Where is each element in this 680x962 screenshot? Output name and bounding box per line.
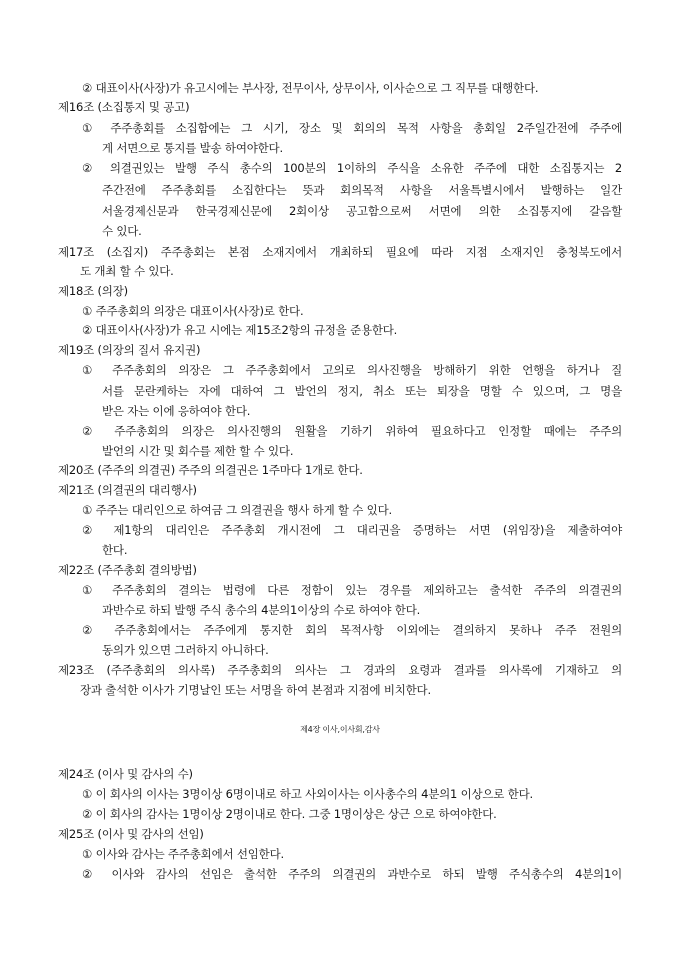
paragraph-line: ② 이사와 감사의 선임은 출석한 주주의 의결권의 과반수로 하되 발행 주식총수의 4분의1이 [82, 867, 622, 881]
article-heading: 제25조 (이사 및 감사의 선임) [58, 827, 204, 841]
paragraph-line: ① 이사와 감사는 주주총회에서 선임한다. [82, 847, 284, 861]
paragraph-line: ② 의결권있는 발행 주식 총수의 100분의 1이하의 주식을 소유한 주주에 대한 소집통지는 2 [82, 161, 622, 175]
paragraph-line: 한다. [102, 543, 128, 557]
paragraph-line: 서를 문란케하는 자에 대하여 그 발언의 정지, 취소 또는 퇴장을 명할 수 있으며, 그 명을 [102, 384, 622, 398]
paragraph-line: ① 주주총회의 의장은 그 주주총회에서 고의로 의사진행을 방해하기 위한 언행을 하거나 질 [82, 363, 622, 377]
paragraph-line: ② 제1항의 대리인은 주주총회 개시전에 그 대리권을 증명하는 서면 (위임장)을 제출하여야 [82, 523, 622, 537]
paragraph-line: 과반수로 하되 발행 주식 총수의 4분의1이상의 수로 하여야 한다. [102, 603, 421, 617]
paragraph-line: ① 주주총회의 결의는 법령에 다른 정함이 있는 경우를 제외하고는 출석한 주주의 의결권의 [82, 583, 622, 597]
paragraph-line: ① 주주총회의 의장은 대표이사(사장)로 한다. [82, 304, 304, 318]
article-heading: 제24조 (이사 및 감사의 수) [58, 767, 193, 781]
paragraph-line: 도 개최 할 수 있다. [80, 264, 174, 278]
paragraph-line: ② 이 회사의 감사는 1명이상 2명이내로 한다. 그중 1명이상은 상근 으로 하여야한다. [82, 807, 497, 821]
paragraph-line: 장과 출석한 이사가 기명날인 또는 서명을 하여 본점과 지점에 비치한다. [80, 683, 431, 697]
paragraph-line: 서울경제신문과 한국경제신문에 2회이상 공고함으로써 서면에 의한 소집통지에 갈음할 [102, 204, 622, 218]
paragraph-line: ② 주주총회의 의장은 의사진행의 원활을 기하기 위하여 필요하다고 인정할 때에는 주주의 [82, 424, 622, 438]
paragraph-line: ① 주주총회를 소집함에는 그 시기, 장소 및 회의의 목적 사항을 총회일 2주일간전에 주주에 [82, 121, 622, 135]
article-heading: 제17조 (소집지) 주주총회는 본점 소재지에서 개최하되 필요에 따라 지점 소재지인 충청북도에서 [58, 245, 622, 259]
article-heading: 제19조 (의장의 질서 유지권) [58, 343, 201, 357]
paragraph-line: 주간전에 주주총회를 소집한다는 뜻과 회의목적 사항을 서울특별시에서 발행하는 일간 [102, 183, 622, 197]
chapter-title: 제4장 이사,이사회,감사 [300, 725, 380, 734]
paragraph-line: 받은 자는 이에 응하여야 한다. [102, 404, 251, 418]
article-heading: 제22조 (주주총회 결의방법) [58, 563, 197, 577]
paragraph-line: ② 대표이사(사장)가 유고 시에는 제15조2항의 규정을 준용한다. [82, 323, 398, 337]
paragraph-line: ② 주주총회에서는 주주에게 통지한 회의 목적사항 이외에는 결의하지 못하나 주주 전원의 [82, 623, 622, 637]
paragraph-line: ① 이 회사의 이사는 3명이상 6명이내로 하고 사외이사는 이사총수의 4분의1 이상으로 한다. [82, 787, 533, 801]
paragraph-line: 수 있다. [102, 224, 142, 238]
article-heading: 제23조 (주주총회의 의사록) 주주총회의 의사는 그 경과의 요령과 결과를 의사록에 기재하고 의 [58, 663, 622, 677]
paragraph-line: ② 대표이사(사장)가 유고시에는 부사장, 전무이사, 상무이사, 이사순으로 그 직무를 대행한다. [82, 81, 539, 95]
paragraph-line: 동의가 있으면 그러하지 아니하다. [102, 643, 269, 657]
article-heading: 제21조 (의결권의 대리행사) [58, 483, 197, 497]
article-heading: 제16조 (소집통지 및 공고) [58, 100, 190, 114]
article-heading: 제18조 (의장) [58, 284, 128, 298]
paragraph-line: 발언의 시간 및 회수를 제한 할 수 있다. [102, 444, 294, 458]
paragraph-line: ① 주주는 대리인으로 하여금 그 의결권을 행사 하게 할 수 있다. [82, 503, 392, 517]
paragraph-line: 게 서면으로 통지를 발송 하여야한다. [102, 141, 283, 155]
article-heading: 제20조 (주주의 의결권) 주주의 의결권은 1주마다 1개로 한다. [58, 463, 363, 477]
